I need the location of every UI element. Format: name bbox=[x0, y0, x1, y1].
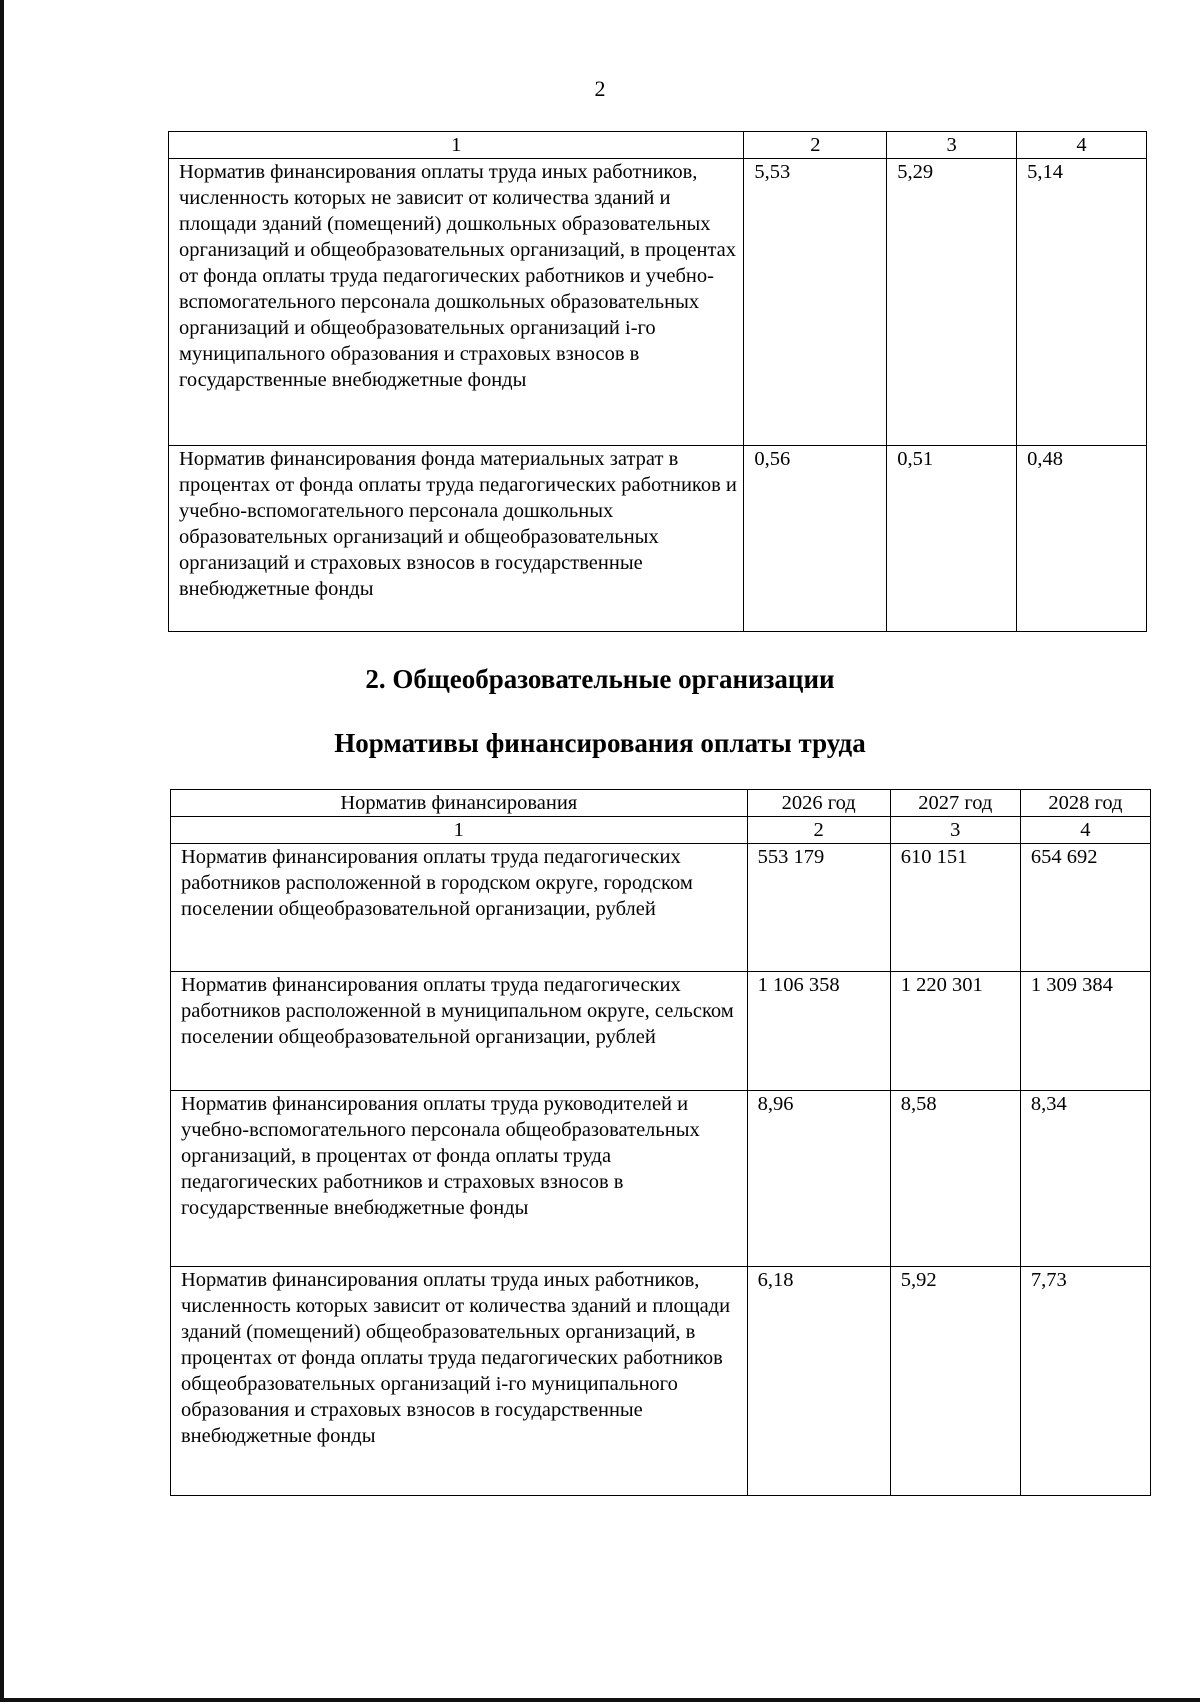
value-2027-cell: 8,58 bbox=[890, 1091, 1020, 1267]
section-heading: 2. Общеобразовательные организации bbox=[365, 664, 835, 694]
norm-label-cell: Норматив финансирования оплаты труда педагогических работников расположенной в городском округе, городском поселении общеобразовательной организации, рублей bbox=[171, 844, 748, 972]
table-row bbox=[171, 844, 1151, 972]
value-2028-cell: 0,48 bbox=[1017, 446, 1147, 632]
value-2028-cell: 8,34 bbox=[1020, 1091, 1150, 1267]
header-year-cell: 2027 год bbox=[890, 790, 1020, 817]
value-2027-cell: 0,51 bbox=[887, 446, 1017, 632]
value-2026-cell: 553 179 bbox=[747, 844, 890, 972]
table-row bbox=[169, 446, 1147, 632]
value-2028-cell: 654 692 bbox=[1020, 844, 1150, 972]
header-year-cell: 2028 год bbox=[1020, 790, 1150, 817]
column-number-cell: 1 bbox=[171, 817, 748, 844]
value-2026-cell: 0,56 bbox=[744, 446, 887, 632]
value-2027-cell: 1 220 301 bbox=[890, 972, 1020, 1091]
column-number-cell: 3 bbox=[890, 817, 1020, 844]
table-row bbox=[169, 159, 1147, 446]
value-2026-cell: 8,96 bbox=[747, 1091, 890, 1267]
value-2028-cell: 7,73 bbox=[1020, 1267, 1150, 1496]
table-row bbox=[171, 972, 1151, 1091]
norm-label-cell: Норматив финансирования оплаты труда руководителей и учебно-вспомогательного персонала общеобразовательных организаций, в процентах от фонда оплаты труда педагогических работников и страховых взносов в государственные внебюджетные фонды bbox=[171, 1091, 748, 1267]
value-2028-cell: 1 309 384 bbox=[1020, 972, 1150, 1091]
value-2027-cell: 610 151 bbox=[890, 844, 1020, 972]
subsection-heading: Нормативы финансирования оплаты труда bbox=[334, 728, 866, 758]
norm-label-cell: Норматив финансирования оплаты труда педагогических работников расположенной в муниципальном округе, сельском поселении общеобразовательной организации, рублей bbox=[171, 972, 748, 1091]
value-2026-cell: 1 106 358 bbox=[747, 972, 890, 1091]
table-row bbox=[171, 1091, 1151, 1267]
header-year-cell: 2026 год bbox=[747, 790, 890, 817]
column-number-cell: 3 bbox=[887, 132, 1017, 159]
column-number-cell: 4 bbox=[1017, 132, 1147, 159]
norm-label-cell: Норматив финансирования оплаты труда иных работников, численность которых не зависит от количества зданий и площади зданий (помещений) дошкольных образовательных организаций и общеобразовательных организаций, в процентах от фонда оплаты труда педагогических работников и учебно-вспомогательного персонала дошкольных образовательных организаций и общеобразовательных организаций i-го муниципального образования и страховых взносов в государственные внебюджетные фонды bbox=[169, 159, 744, 446]
value-2027-cell: 5,29 bbox=[887, 159, 1017, 446]
page-number: 2 bbox=[594, 76, 606, 101]
value-2028-cell: 5,14 bbox=[1017, 159, 1147, 446]
scan-border-bottom bbox=[0, 1698, 1200, 1702]
table-row bbox=[171, 1267, 1151, 1496]
header-norm-cell: Норматив финансирования bbox=[171, 790, 748, 817]
table-column-numbers-row bbox=[169, 132, 1147, 159]
table-continuation bbox=[168, 131, 1147, 632]
column-number-cell: 2 bbox=[747, 817, 890, 844]
table-column-numbers-row bbox=[171, 817, 1151, 844]
norm-label-cell: Норматив финансирования фонда материальных затрат в процентах от фонда оплаты труда педагогических работников и учебно-вспомогательного персонала дошкольных образовательных организаций и общеобразовательных организаций и страховых взносов в государственные внебюджетные фонды bbox=[169, 446, 744, 632]
value-2027-cell: 5,92 bbox=[890, 1267, 1020, 1496]
value-2026-cell: 6,18 bbox=[747, 1267, 890, 1496]
column-number-cell: 2 bbox=[744, 132, 887, 159]
value-2026-cell: 5,53 bbox=[744, 159, 887, 446]
column-number-cell: 4 bbox=[1020, 817, 1150, 844]
scan-border-left bbox=[0, 0, 4, 1702]
financing-norms-table bbox=[170, 789, 1151, 1496]
table-header-row bbox=[171, 790, 1151, 817]
norm-label-cell: Норматив финансирования оплаты труда иных работников, численность которых зависит от количества зданий и площади зданий (помещений) общеобразовательных организаций, в процентах от фонда оплаты труда педагогических работников общеобразовательных организаций i-го муниципального образования и страховых взносов в государственные внебюджетные фонды bbox=[171, 1267, 748, 1496]
column-number-cell: 1 bbox=[169, 132, 744, 159]
